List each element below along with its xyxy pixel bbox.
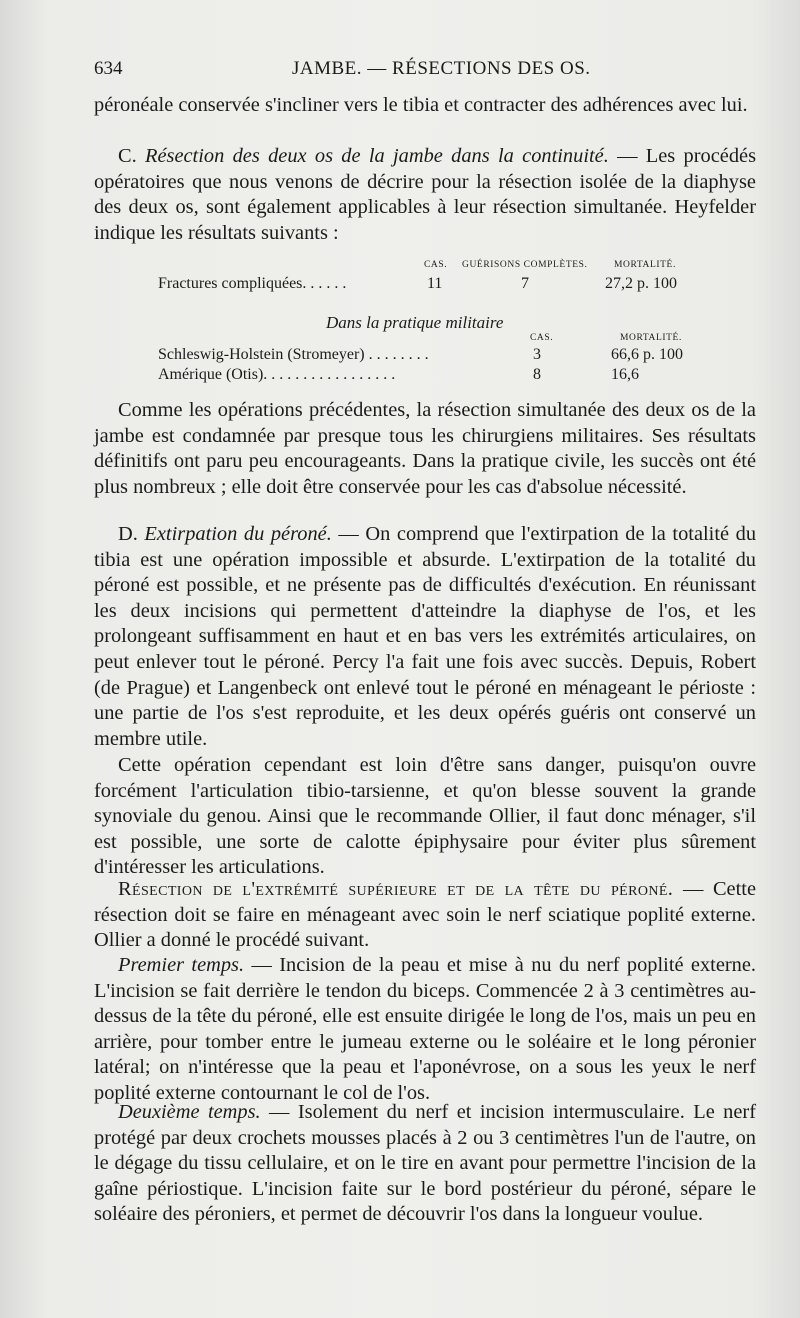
running-title: JAMBE. — RÉSECTIONS DES OS. xyxy=(292,58,591,79)
paragraph-section-c xyxy=(94,144,756,246)
column-header-mortalite: MORTALITÉ. xyxy=(620,333,682,343)
paragraph-military-opinion xyxy=(94,398,756,500)
table-row-label: Fractures compliquées. . . . . . xyxy=(158,275,347,292)
page-header xyxy=(94,58,754,84)
section-title: Extirpation du péroné. xyxy=(144,523,332,545)
paragraph-section-d xyxy=(94,522,756,752)
section-label: D. xyxy=(118,523,145,545)
table-row-label: Schleswig-Holstein (Stromeyer) . . . . . . . . xyxy=(158,346,429,363)
column-header-mortalite: MORTALITÉ. xyxy=(614,260,676,270)
table-cell-cas: 3 xyxy=(533,346,541,363)
paragraph-second-step xyxy=(94,1100,756,1228)
table-cell-cas: 8 xyxy=(533,366,541,383)
table-row-label: Amérique (Otis). . . . . . . . . . . . . . . . . xyxy=(158,366,396,383)
section-title: Résection de l'extrémité supérieure et de la tête du péroné. xyxy=(118,878,674,900)
table-cell-mortalite: 16,6 xyxy=(611,366,639,383)
column-header-cas: CAS. xyxy=(424,260,448,270)
table-cell-mortalite: 66,6 p. 100 xyxy=(611,346,683,363)
paragraph-text: péronéale conservée s'incliner vers le tibia et contracter des adhérences avec lui. xyxy=(94,94,748,116)
table-cell-mortalite: 27,2 p. 100 xyxy=(605,275,677,292)
paragraph-danger xyxy=(94,753,756,881)
paragraph-text: — On comprend que l'extirpation de la totalité du tibia est une opération impossible et absurde. L'extirpation de la totalité du péroné est possible, et ne présente pas de difficultés d'exécution. En réunissant les deux incisions qui permettent d'atteindre la diaphyse de l'os, et les prolongeant suffisamment en haut et en bas vers les extrémités articulaires, on peut enlever tout le péroné. Percy l'a fait une fois avec succès. Depuis, Robert (de Prague) et Langenbeck ont enlevé tout le péroné en ménageant le périoste : une partie de l'os s'est reproduite, et les deux opérés guéris ont conservé un membre utile. xyxy=(94,523,757,750)
column-header-guerisons: GUÉRISONS COMPLÈTES. xyxy=(462,260,588,270)
step-title: Premier temps. xyxy=(118,954,245,976)
paragraph-text: — Incision de la peau et mise à nu du nerf poplité externe. L'incision se fait derrière le tendon du biceps. Commencée 2 à 3 centimètres au-dessus de la tête du péroné, elle est ensuite dirigée le long de l'os, mais un peu en arrière, pour tomber entre le jumeau externe ou le soléaire et le long péronier latéral; on n'intéresse que la peau et l'aponévrose, on a sous les yeux le nerf poplité externe contournant le col de l'os. xyxy=(94,954,757,1104)
paragraph-continuation xyxy=(94,93,756,119)
table-caption: Dans la pratique militaire xyxy=(326,313,504,332)
paragraph-text: Cette opération cependant est loin d'être sans danger, puisqu'on ouvre forcément l'articulation tibio-tarsienne, et qu'on blesse souvent la grande synoviale du genou. Ainsi que le recommande Ollier, il faut donc ménager, s'il est possible, une sorte de calotte épiphysaire pour éviter plus sûrement d'intéresser les articulations. xyxy=(94,754,756,879)
paragraph-text: Comme les opérations précédentes, la résection simultanée des deux os de la jambe est condamnée par presque tous les chirurgiens militaires. Ses résultats définitifs ont paru peu encourageants. Dans la pratique civile, les succès ont été plus nombreux ; elle doit être conservée pour les cas d'absolue nécessité. xyxy=(94,399,756,498)
section-title: Résection des deux os de la jambe dans la continuité. xyxy=(145,145,609,167)
paragraph-text: — Cette résection doit se faire en ménageant avec soin le nerf sciatique poplité externe. Ollier a donné le procédé suivant. xyxy=(94,878,756,952)
paragraph-first-step xyxy=(94,953,756,1107)
step-title: Deuxième temps. xyxy=(118,1101,261,1123)
paragraph-text: — Les procédés opératoires que nous venons de décrire pour la résection isolée de la diaphyse des deux os, sont également applicables à leur résection simultanée. Heyfelder indique les résultats suivants : xyxy=(94,145,757,244)
paragraph-resection-head xyxy=(94,877,756,954)
table-cell-cas: 11 xyxy=(427,275,443,292)
section-label: C. xyxy=(118,145,146,167)
column-header-cas: CAS. xyxy=(530,333,554,343)
table-cell-guerisons: 7 xyxy=(521,275,529,292)
page-number: 634 xyxy=(94,58,123,79)
paragraph-text: — Isolement du nerf et incision intermusculaire. Le nerf protégé par deux crochets mousses placés à 2 ou 3 centimètres l'un de l'autre, on le dégage du tissu cellulaire, et on le tire en avant pour permettre l'incision de la gaîne périostique. L'incision faite sur le bord postérieur du péroné, sépare le soléaire des péroniers, et permet de découvrir l'os dans la longueur voulue. xyxy=(94,1101,756,1226)
